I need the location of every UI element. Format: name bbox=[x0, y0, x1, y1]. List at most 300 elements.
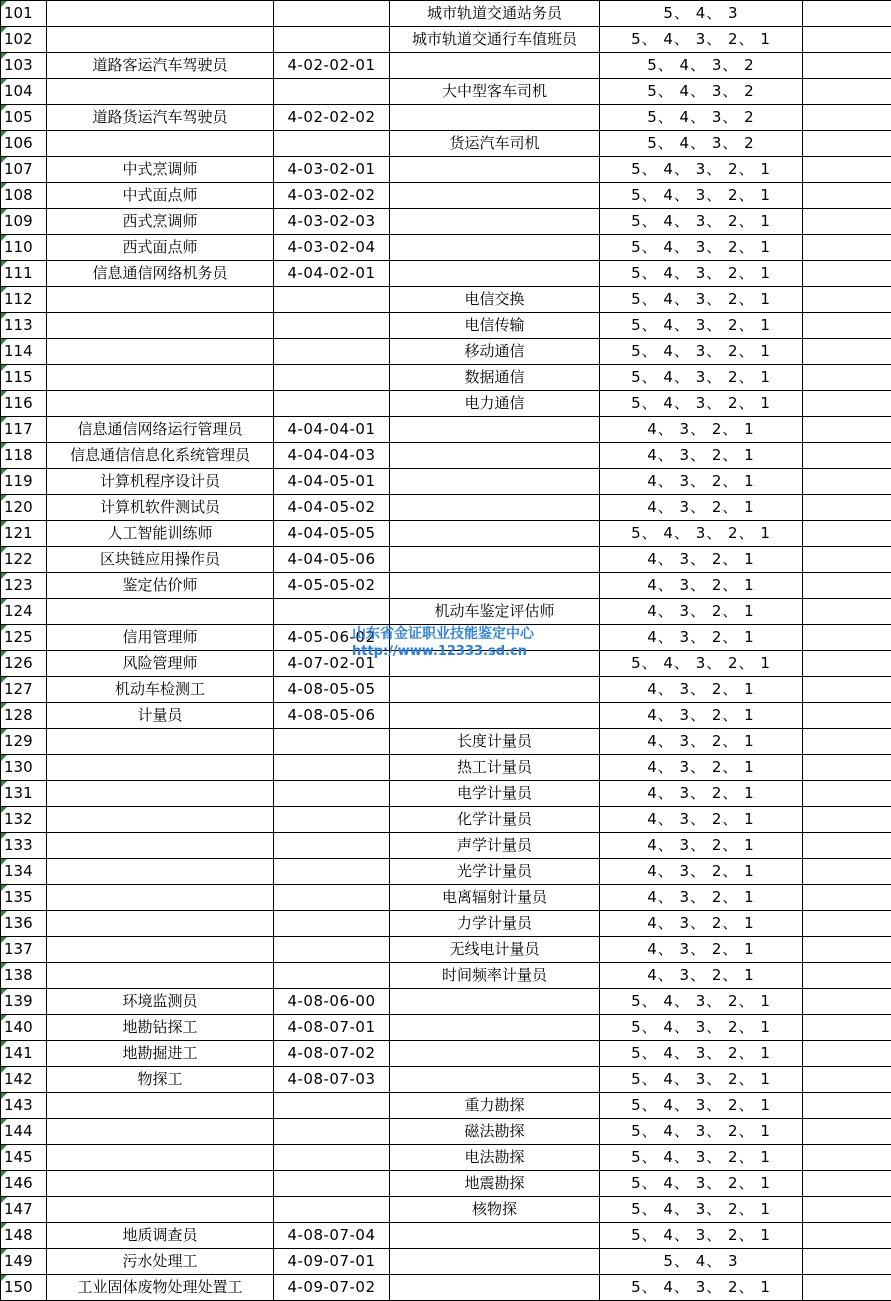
row-number: 125 bbox=[1, 625, 47, 651]
row-number: 121 bbox=[1, 521, 47, 547]
table-row bbox=[1, 27, 891, 53]
occupation-code: 4-08-06-00 bbox=[274, 989, 390, 1015]
occupation-code: 4-05-06-02 bbox=[274, 625, 390, 651]
occupation-name: 机动车检测工 bbox=[47, 677, 274, 703]
remark-cell bbox=[803, 235, 891, 261]
row-number: 133 bbox=[1, 833, 47, 859]
work-type: 重力勘探 bbox=[390, 1093, 600, 1119]
table-row bbox=[1, 417, 891, 443]
table-row bbox=[1, 859, 891, 885]
occupation-code: 4-08-07-02 bbox=[274, 1041, 390, 1067]
table-row bbox=[1, 651, 891, 677]
remark-cell bbox=[803, 547, 891, 573]
occupation-code bbox=[274, 859, 390, 885]
table-row bbox=[1, 1275, 891, 1301]
table-row bbox=[1, 937, 891, 963]
row-number: 111 bbox=[1, 261, 47, 287]
occupation-code: 4-07-02-01 bbox=[274, 651, 390, 677]
row-number: 130 bbox=[1, 755, 47, 781]
row-number: 144 bbox=[1, 1119, 47, 1145]
table-row bbox=[1, 183, 891, 209]
table-row bbox=[1, 443, 891, 469]
row-number: 101 bbox=[1, 1, 47, 27]
row-number: 110 bbox=[1, 235, 47, 261]
work-type: 机动车鉴定评估师 bbox=[390, 599, 600, 625]
table-row bbox=[1, 1171, 891, 1197]
skill-levels: 4、 3、 2、 1 bbox=[600, 495, 803, 521]
work-type bbox=[390, 105, 600, 131]
occupation-name: 风险管理师 bbox=[47, 651, 274, 677]
occupation-name: 环境监测员 bbox=[47, 989, 274, 1015]
occupation-code: 4-04-04-01 bbox=[274, 417, 390, 443]
work-type: 电信交换 bbox=[390, 287, 600, 313]
table-row bbox=[1, 469, 891, 495]
row-number: 129 bbox=[1, 729, 47, 755]
work-type bbox=[390, 1067, 600, 1093]
work-type: 电力通信 bbox=[390, 391, 600, 417]
skill-levels: 4、 3、 2、 1 bbox=[600, 703, 803, 729]
table-row bbox=[1, 911, 891, 937]
occupation-name bbox=[47, 755, 274, 781]
occupation-code bbox=[274, 781, 390, 807]
row-number: 116 bbox=[1, 391, 47, 417]
work-type bbox=[390, 183, 600, 209]
occupation-code bbox=[274, 885, 390, 911]
remark-cell bbox=[803, 937, 891, 963]
row-number: 106 bbox=[1, 131, 47, 157]
watermark-org: 山东省金证职业技能鉴定中心 bbox=[352, 626, 534, 642]
remark-cell bbox=[803, 1067, 891, 1093]
occupation-name: 中式面点师 bbox=[47, 183, 274, 209]
row-number: 127 bbox=[1, 677, 47, 703]
row-number: 149 bbox=[1, 1249, 47, 1275]
remark-cell bbox=[803, 131, 891, 157]
work-type bbox=[390, 989, 600, 1015]
occupation-code bbox=[274, 1, 390, 27]
remark-cell bbox=[803, 755, 891, 781]
occupation-code: 4-08-07-03 bbox=[274, 1067, 390, 1093]
occupation-code bbox=[274, 313, 390, 339]
occupation-code bbox=[274, 1197, 390, 1223]
remark-cell bbox=[803, 521, 891, 547]
table-row bbox=[1, 755, 891, 781]
occupation-name bbox=[47, 391, 274, 417]
occupation-name: 地勘掘进工 bbox=[47, 1041, 274, 1067]
row-number: 135 bbox=[1, 885, 47, 911]
work-type bbox=[390, 651, 600, 677]
skill-levels: 4、 3、 2、 1 bbox=[600, 781, 803, 807]
remark-cell bbox=[803, 963, 891, 989]
occupation-name: 地勘钻探工 bbox=[47, 1015, 274, 1041]
row-number: 112 bbox=[1, 287, 47, 313]
skill-levels: 5、 4、 3、 2、 1 bbox=[600, 1275, 803, 1301]
row-number: 114 bbox=[1, 339, 47, 365]
work-type: 长度计量员 bbox=[390, 729, 600, 755]
row-number: 104 bbox=[1, 79, 47, 105]
work-type: 移动通信 bbox=[390, 339, 600, 365]
skill-levels: 5、 4、 3、 2、 1 bbox=[600, 651, 803, 677]
occupation-name: 计算机软件测试员 bbox=[47, 495, 274, 521]
skill-levels: 5、 4、 3、 2、 1 bbox=[600, 235, 803, 261]
remark-cell bbox=[803, 339, 891, 365]
remark-cell bbox=[803, 885, 891, 911]
table-row bbox=[1, 729, 891, 755]
skill-levels: 5、 4、 3、 2、 1 bbox=[600, 287, 803, 313]
remark-cell bbox=[803, 729, 891, 755]
table-row bbox=[1, 495, 891, 521]
table-row bbox=[1, 781, 891, 807]
occupation-code bbox=[274, 1145, 390, 1171]
work-type: 无线电计量员 bbox=[390, 937, 600, 963]
occupation-code bbox=[274, 287, 390, 313]
occupation-name bbox=[47, 287, 274, 313]
occupation-name bbox=[47, 1093, 274, 1119]
row-number: 146 bbox=[1, 1171, 47, 1197]
row-number: 139 bbox=[1, 989, 47, 1015]
table-row bbox=[1, 547, 891, 573]
occupation-code bbox=[274, 963, 390, 989]
work-type: 力学计量员 bbox=[390, 911, 600, 937]
skill-levels: 5、 4、 3、 2、 1 bbox=[600, 1197, 803, 1223]
work-type: 光学计量员 bbox=[390, 859, 600, 885]
row-number: 136 bbox=[1, 911, 47, 937]
work-type bbox=[390, 573, 600, 599]
skill-levels: 5、 4、 3、 2 bbox=[600, 79, 803, 105]
work-type: 电学计量员 bbox=[390, 781, 600, 807]
table-row bbox=[1, 989, 891, 1015]
occupation-code bbox=[274, 1171, 390, 1197]
remark-cell bbox=[803, 495, 891, 521]
occupation-name bbox=[47, 313, 274, 339]
occupation-name: 区块链应用操作员 bbox=[47, 547, 274, 573]
skill-levels: 4、 3、 2、 1 bbox=[600, 443, 803, 469]
occupation-name bbox=[47, 807, 274, 833]
occupation-code: 4-08-05-05 bbox=[274, 677, 390, 703]
remark-cell bbox=[803, 1145, 891, 1171]
occupation-code bbox=[274, 365, 390, 391]
remark-cell bbox=[803, 859, 891, 885]
skill-levels: 5、 4、 3、 2 bbox=[600, 53, 803, 79]
work-type bbox=[390, 1275, 600, 1301]
skill-levels: 5、 4、 3、 2、 1 bbox=[600, 261, 803, 287]
table-row bbox=[1, 677, 891, 703]
skill-levels: 5、 4、 3、 2、 1 bbox=[600, 365, 803, 391]
skill-levels: 5、 4、 3、 2、 1 bbox=[600, 339, 803, 365]
skill-levels: 5、 4、 3、 2、 1 bbox=[600, 1119, 803, 1145]
occupation-code bbox=[274, 599, 390, 625]
skill-levels: 5、 4、 3、 2、 1 bbox=[600, 1067, 803, 1093]
occupation-name: 人工智能训练师 bbox=[47, 521, 274, 547]
row-number: 131 bbox=[1, 781, 47, 807]
table-row bbox=[1, 1119, 891, 1145]
occupation-code bbox=[274, 833, 390, 859]
work-type: 时间频率计量员 bbox=[390, 963, 600, 989]
skill-levels: 4、 3、 2、 1 bbox=[600, 625, 803, 651]
row-number: 150 bbox=[1, 1275, 47, 1301]
remark-cell bbox=[803, 833, 891, 859]
occupation-name: 信息通信网络运行管理员 bbox=[47, 417, 274, 443]
work-type bbox=[390, 547, 600, 573]
skill-levels: 5、 4、 3、 2、 1 bbox=[600, 521, 803, 547]
row-number: 140 bbox=[1, 1015, 47, 1041]
remark-cell bbox=[803, 183, 891, 209]
remark-cell bbox=[803, 105, 891, 131]
skill-levels: 5、 4、 3、 2、 1 bbox=[600, 1015, 803, 1041]
occupation-code bbox=[274, 79, 390, 105]
table-row bbox=[1, 1067, 891, 1093]
table-row bbox=[1, 573, 891, 599]
work-type: 地震勘探 bbox=[390, 1171, 600, 1197]
work-type bbox=[390, 495, 600, 521]
skill-levels: 5、 4、 3、 2 bbox=[600, 105, 803, 131]
table-row bbox=[1, 625, 891, 651]
occupation-name: 信息通信信息化系统管理员 bbox=[47, 443, 274, 469]
table-row bbox=[1, 703, 891, 729]
skill-levels: 4、 3、 2、 1 bbox=[600, 469, 803, 495]
table-row bbox=[1, 1223, 891, 1249]
occupation-name bbox=[47, 1145, 274, 1171]
skill-levels: 4、 3、 2、 1 bbox=[600, 417, 803, 443]
table-row bbox=[1, 599, 891, 625]
skill-levels: 5、 4、 3、 2、 1 bbox=[600, 157, 803, 183]
occupation-code: 4-04-04-03 bbox=[274, 443, 390, 469]
occupation-name bbox=[47, 859, 274, 885]
occupation-name: 信用管理师 bbox=[47, 625, 274, 651]
row-number: 120 bbox=[1, 495, 47, 521]
remark-cell bbox=[803, 1249, 891, 1275]
occupation-name bbox=[47, 27, 274, 53]
occupation-name bbox=[47, 1197, 274, 1223]
remark-cell bbox=[803, 703, 891, 729]
table-row bbox=[1, 131, 891, 157]
occupation-name bbox=[47, 599, 274, 625]
occupation-name bbox=[47, 911, 274, 937]
occupation-name: 物探工 bbox=[47, 1067, 274, 1093]
remark-cell bbox=[803, 677, 891, 703]
row-number: 126 bbox=[1, 651, 47, 677]
work-type bbox=[390, 443, 600, 469]
work-type bbox=[390, 1249, 600, 1275]
remark-cell bbox=[803, 287, 891, 313]
row-number: 132 bbox=[1, 807, 47, 833]
work-type: 电法勘探 bbox=[390, 1145, 600, 1171]
work-type bbox=[390, 417, 600, 443]
row-number: 118 bbox=[1, 443, 47, 469]
occupation-code: 4-02-02-02 bbox=[274, 105, 390, 131]
occupation-code bbox=[274, 911, 390, 937]
table-row bbox=[1, 963, 891, 989]
row-number: 123 bbox=[1, 573, 47, 599]
occupation-name bbox=[47, 833, 274, 859]
work-type bbox=[390, 53, 600, 79]
table-row bbox=[1, 209, 891, 235]
table-row bbox=[1, 1249, 891, 1275]
occupation-code bbox=[274, 729, 390, 755]
remark-cell bbox=[803, 911, 891, 937]
occupation-code: 4-04-05-01 bbox=[274, 469, 390, 495]
work-type bbox=[390, 1015, 600, 1041]
occupation-code: 4-03-02-04 bbox=[274, 235, 390, 261]
row-number: 117 bbox=[1, 417, 47, 443]
occupation-code: 4-09-07-02 bbox=[274, 1275, 390, 1301]
work-type: 城市轨道交通行车值班员 bbox=[390, 27, 600, 53]
table-row bbox=[1, 521, 891, 547]
table-row bbox=[1, 157, 891, 183]
occupation-name bbox=[47, 729, 274, 755]
watermark-url: http://www.12333.sd.cn bbox=[352, 644, 527, 659]
skill-levels: 5、 4、 3、 2、 1 bbox=[600, 1093, 803, 1119]
skill-levels: 5、 4、 3 bbox=[600, 1249, 803, 1275]
occupation-name: 鉴定估价师 bbox=[47, 573, 274, 599]
remark-cell bbox=[803, 27, 891, 53]
occupation-code bbox=[274, 131, 390, 157]
row-number: 134 bbox=[1, 859, 47, 885]
remark-cell bbox=[803, 261, 891, 287]
work-type bbox=[390, 1041, 600, 1067]
work-type: 声学计量员 bbox=[390, 833, 600, 859]
occupation-name: 西式烹调师 bbox=[47, 209, 274, 235]
remark-cell bbox=[803, 807, 891, 833]
work-type: 热工计量员 bbox=[390, 755, 600, 781]
row-number: 145 bbox=[1, 1145, 47, 1171]
table-row bbox=[1, 1197, 891, 1223]
occupation-name bbox=[47, 937, 274, 963]
work-type: 化学计量员 bbox=[390, 807, 600, 833]
work-type bbox=[390, 235, 600, 261]
remark-cell bbox=[803, 391, 891, 417]
occupation-name bbox=[47, 781, 274, 807]
work-type: 电信传输 bbox=[390, 313, 600, 339]
remark-cell bbox=[803, 209, 891, 235]
row-number: 138 bbox=[1, 963, 47, 989]
skill-levels: 5、 4、 3、 2、 1 bbox=[600, 1145, 803, 1171]
occupation-name bbox=[47, 131, 274, 157]
work-type: 货运汽车司机 bbox=[390, 131, 600, 157]
table-row bbox=[1, 1015, 891, 1041]
table-row bbox=[1, 391, 891, 417]
occupation-name: 中式烹调师 bbox=[47, 157, 274, 183]
occupation-name bbox=[47, 79, 274, 105]
occupation-name bbox=[47, 963, 274, 989]
work-type: 磁法勘探 bbox=[390, 1119, 600, 1145]
occupation-code: 4-03-02-03 bbox=[274, 209, 390, 235]
work-type: 电离辐射计量员 bbox=[390, 885, 600, 911]
occupation-name: 道路货运汽车驾驶员 bbox=[47, 105, 274, 131]
table-row bbox=[1, 365, 891, 391]
work-type bbox=[390, 703, 600, 729]
table-row bbox=[1, 1, 891, 27]
remark-cell bbox=[803, 443, 891, 469]
remark-cell bbox=[803, 625, 891, 651]
occupation-code: 4-03-02-02 bbox=[274, 183, 390, 209]
occupation-code bbox=[274, 27, 390, 53]
occupation-name bbox=[47, 1119, 274, 1145]
work-type bbox=[390, 209, 600, 235]
work-type: 城市轨道交通站务员 bbox=[390, 1, 600, 27]
occupation-name bbox=[47, 365, 274, 391]
skill-levels: 4、 3、 2、 1 bbox=[600, 547, 803, 573]
skill-levels: 5、 4、 3、 2、 1 bbox=[600, 1041, 803, 1067]
row-number: 148 bbox=[1, 1223, 47, 1249]
skill-levels: 4、 3、 2、 1 bbox=[600, 885, 803, 911]
remark-cell bbox=[803, 781, 891, 807]
occupation-code: 4-03-02-01 bbox=[274, 157, 390, 183]
table-row bbox=[1, 1145, 891, 1171]
occupation-name: 污水处理工 bbox=[47, 1249, 274, 1275]
skill-levels: 4、 3、 2、 1 bbox=[600, 911, 803, 937]
occupation-code bbox=[274, 339, 390, 365]
remark-cell bbox=[803, 1015, 891, 1041]
work-type bbox=[390, 261, 600, 287]
table-body bbox=[1, 1, 891, 1301]
skill-levels: 5、 4、 3、 2 bbox=[600, 131, 803, 157]
table-row bbox=[1, 235, 891, 261]
work-type bbox=[390, 677, 600, 703]
row-number: 115 bbox=[1, 365, 47, 391]
row-number: 102 bbox=[1, 27, 47, 53]
occupation-code: 4-04-05-02 bbox=[274, 495, 390, 521]
occupation-name: 工业固体废物处理处置工 bbox=[47, 1275, 274, 1301]
remark-cell bbox=[803, 79, 891, 105]
skill-levels: 5、 4、 3、 2、 1 bbox=[600, 1171, 803, 1197]
remark-cell bbox=[803, 1275, 891, 1301]
occupation-name: 道路客运汽车驾驶员 bbox=[47, 53, 274, 79]
occupation-code bbox=[274, 937, 390, 963]
occupation-code bbox=[274, 391, 390, 417]
occupation-name: 西式面点师 bbox=[47, 235, 274, 261]
remark-cell bbox=[803, 1093, 891, 1119]
skill-levels: 4、 3、 2、 1 bbox=[600, 833, 803, 859]
remark-cell bbox=[803, 1119, 891, 1145]
occupation-name: 信息通信网络机务员 bbox=[47, 261, 274, 287]
skill-levels: 4、 3、 2、 1 bbox=[600, 573, 803, 599]
remark-cell bbox=[803, 651, 891, 677]
skill-levels: 5、 4、 3、 2、 1 bbox=[600, 209, 803, 235]
occupation-name: 计量员 bbox=[47, 703, 274, 729]
table-row bbox=[1, 105, 891, 131]
occupation-code: 4-08-07-01 bbox=[274, 1015, 390, 1041]
occupation-name bbox=[47, 885, 274, 911]
remark-cell bbox=[803, 469, 891, 495]
table-row bbox=[1, 1093, 891, 1119]
occupation-code: 4-04-05-06 bbox=[274, 547, 390, 573]
remark-cell bbox=[803, 53, 891, 79]
row-number: 137 bbox=[1, 937, 47, 963]
table-row bbox=[1, 313, 891, 339]
remark-cell bbox=[803, 989, 891, 1015]
skill-levels: 5、 4、 3、 2、 1 bbox=[600, 1223, 803, 1249]
skill-levels: 5、 4、 3、 2、 1 bbox=[600, 989, 803, 1015]
remark-cell bbox=[803, 1041, 891, 1067]
occupation-code: 4-08-07-04 bbox=[274, 1223, 390, 1249]
work-type: 数据通信 bbox=[390, 365, 600, 391]
work-type: 大中型客车司机 bbox=[390, 79, 600, 105]
table-row bbox=[1, 79, 891, 105]
row-number: 107 bbox=[1, 157, 47, 183]
occupation-code bbox=[274, 1093, 390, 1119]
table-row bbox=[1, 287, 891, 313]
remark-cell bbox=[803, 1223, 891, 1249]
remark-cell bbox=[803, 573, 891, 599]
skill-levels: 4、 3、 2、 1 bbox=[600, 963, 803, 989]
remark-cell bbox=[803, 417, 891, 443]
row-number: 143 bbox=[1, 1093, 47, 1119]
skill-levels: 5、 4、 3、 2、 1 bbox=[600, 313, 803, 339]
occupation-code: 4-08-05-06 bbox=[274, 703, 390, 729]
skill-levels: 4、 3、 2、 1 bbox=[600, 859, 803, 885]
work-type bbox=[390, 625, 600, 651]
occupation-code bbox=[274, 807, 390, 833]
